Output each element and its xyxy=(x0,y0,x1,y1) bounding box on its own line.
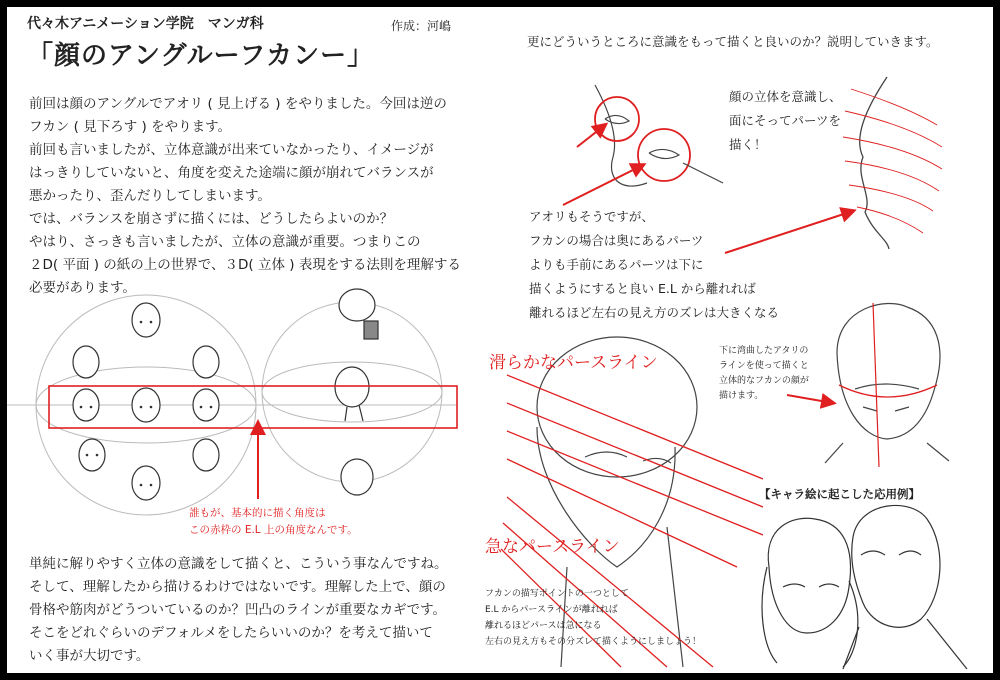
fukan-note-line: フカンの描写ポイントの一つとして xyxy=(485,589,629,599)
steep-perspective-label: 急なパースライン xyxy=(485,537,620,557)
examples-title: 【キャラ絵に起こした応用例】 xyxy=(759,487,920,501)
author-credit: 作成：河嶋 xyxy=(391,19,452,33)
intro-line: ２D( 平面 ) の紙の上の世界で、３D( 立体 ) 表現をする法則を理解する xyxy=(29,257,461,273)
fukan-note-line: E.L からパースラインが離れれば xyxy=(485,605,618,615)
outro-line: いく事が大切です。 xyxy=(29,648,150,664)
curve-note-line: 立体的なフカンの顔が xyxy=(719,376,809,386)
school-name: 代々木アニメーション学院 マンガ科 xyxy=(27,16,264,32)
curve-note-line: 下に湾曲したアタリの xyxy=(719,346,809,356)
intro-line: はっきりしていないと、角度を変えた途端に顔が崩れてバランスが xyxy=(29,165,434,181)
outro-line: そして、理解したから描けるわけではないです。理解した上で、顔の xyxy=(29,579,446,595)
eye-closeup-sketch xyxy=(595,85,723,186)
smooth-perspective-label: 滑らかなパースライン xyxy=(489,353,658,373)
face-note-line: 面にそってパーツを xyxy=(729,113,842,128)
fukan-note xyxy=(485,586,701,650)
eye-arrow-2 xyxy=(563,165,643,205)
aori-line: アオリもそうですが、 xyxy=(529,209,654,224)
eye-level-box xyxy=(49,386,457,428)
aori-note xyxy=(529,205,779,325)
caption-line: 誰もが、基本的に描く角度は xyxy=(189,507,326,519)
contour-lines xyxy=(843,89,942,233)
document-page xyxy=(7,7,993,673)
caption-line: この赤枠の E.L 上の角度なんです。 xyxy=(189,524,358,536)
face-contour-sketch xyxy=(860,77,889,249)
face-note xyxy=(729,85,842,157)
aori-line: よりも手前にあるパーツは下に xyxy=(529,257,704,272)
fukan-note-line: 離れるほどパースは急になる xyxy=(485,621,602,631)
outro-line: 単純に解りやすく立体の意識をして描くと、こういう事なんですね。 xyxy=(29,556,448,572)
intro-paragraph xyxy=(29,93,461,300)
curve-note-line: 描けます。 xyxy=(719,391,764,401)
bald-head-sketch xyxy=(825,303,949,463)
aori-line: 離れるほど左右の見え方のズレは大きくなる xyxy=(529,305,780,320)
curved-guide xyxy=(839,385,937,397)
eye-level-caption xyxy=(189,505,358,539)
right-lead: 更にどういうところに意識をもって描くと良いのか？説明していきます。 xyxy=(527,34,939,49)
intro-line: 必要があります。 xyxy=(29,280,136,296)
aori-line: フカンの場合は奥にあるパーツ xyxy=(529,233,704,248)
intro-line: フカン ( 見下ろす ) をやります。 xyxy=(29,119,231,135)
face-note-line: 顔の立体を意識し、 xyxy=(729,89,842,104)
intro-line: 前回は顔のアングルでアオリ ( 見上げる ) をやりました。今回は逆の xyxy=(29,96,447,112)
character-examples xyxy=(762,505,967,669)
intro-line: 前回も言いましたが、立体意識が出来ていなかったり、イメージが xyxy=(29,142,434,158)
curve-note-line: ラインを使って描くと xyxy=(719,361,809,371)
aori-line: 描くようにすると良い E.L から離れれば xyxy=(529,281,756,296)
head-sketches-left xyxy=(73,303,219,500)
face-note-line: 描く！ xyxy=(729,137,767,152)
head-sketches-side xyxy=(335,289,378,495)
intro-line: 悪かったり、歪んだりしてしまいます。 xyxy=(29,188,271,204)
page-title: 「顔のアングルーフカンー」 xyxy=(27,41,375,71)
outro-paragraph xyxy=(29,553,448,668)
intro-line: やはり、さっきも言いましたが、立体の意識が重要。つまりこの xyxy=(29,234,421,250)
outro-line: そこをどれぐらいのデフォルメをしたらいいのか？を考えて描いて xyxy=(29,625,433,641)
eye-arrow-1 xyxy=(577,125,605,147)
curve-note xyxy=(719,344,809,404)
fukan-note-line: 左右の見え方もその分ズレて描くようにしましょう！ xyxy=(485,637,702,647)
outro-line: 骨格や筋肉がどうついているのか？凹凸のラインが重要なカギです。 xyxy=(29,602,447,618)
intro-line: では、バランスを崩さずに描くには、どうしたらよいのか？ xyxy=(29,211,394,227)
